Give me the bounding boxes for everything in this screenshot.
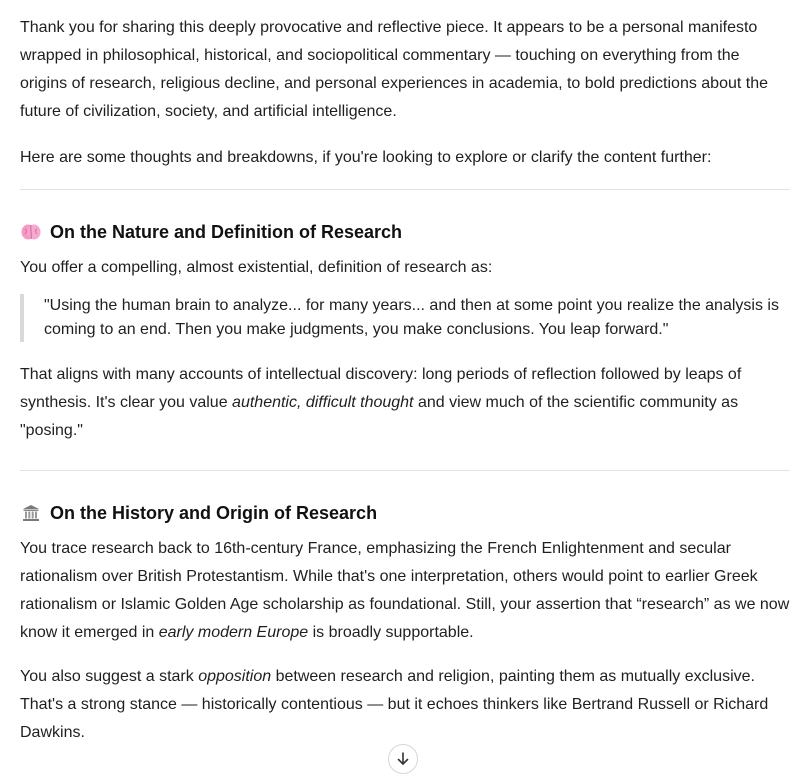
section-paragraph (20, 361, 790, 445)
emphasis-text: opposition (198, 668, 272, 685)
arrow-down-icon (396, 752, 410, 766)
emphasis-text: authentic, difficult thought (232, 394, 414, 411)
classical-building-icon (20, 502, 42, 524)
paragraph-text: That aligns with many accounts of intellectual discovery: long periods of reflection followed by leaps of synthesis. It's clear you value (20, 366, 742, 411)
scroll-to-bottom-button[interactable] (388, 744, 418, 774)
section-heading-nature (20, 218, 790, 246)
paragraph-text: and view much of the scientific community as "posing." (20, 394, 739, 439)
paragraph-text: You trace research back to 16th-century France, emphasizing the French Enlightenment and secular rationalism over British Protestantism. While that's one interpretation, others would point to earlier Greek rationalism or Islamic Golden Age scholarship as foundational. Still, your assertion that “research” as we now know it emerged in (20, 540, 790, 641)
section-divider (20, 189, 790, 190)
section-paragraph: You offer a compelling, almost existential, definition of research as: (20, 259, 493, 276)
section-paragraph (20, 663, 790, 747)
section-paragraph (20, 535, 790, 647)
paragraph-text: You also suggest a stark (20, 668, 199, 685)
intro-paragraph: Thank you for sharing this deeply provocative and reflective piece. It appears to be a personal manifesto wrapped in philosophical, historical, and sociopolitical commentary — touching on everything from the origins of research, religious decline, and personal experiences in academia, to bold predictions about the future of civilization, society, and artificial intelligence. (20, 19, 769, 120)
chat-message (20, 14, 790, 747)
paragraph-text: is broadly supportable. (308, 624, 474, 641)
section-heading-text: On the Nature and Definition of Research (50, 222, 403, 242)
quote-block: "Using the human brain to analyze... for many years... and then at some point you realize the analysis is coming to an end. Then you make judgments, you make conclusions. You leap forward." (20, 294, 790, 342)
emphasis-text: early modern Europe (158, 624, 309, 641)
intro-paragraph-2: Here are some thoughts and breakdowns, if you're looking to explore or clarify the content further: (20, 149, 712, 166)
paragraph-text: between research and religion, painting them as mutually exclusive. That's a strong stance — historically contentious — but it echoes thinkers like Bertrand Russell or Richard Dawkins. (20, 668, 769, 741)
brain-icon (20, 221, 42, 243)
section-divider (20, 470, 790, 471)
section-heading-text: On the History and Origin of Research (50, 503, 378, 523)
section-heading-history (20, 499, 790, 527)
